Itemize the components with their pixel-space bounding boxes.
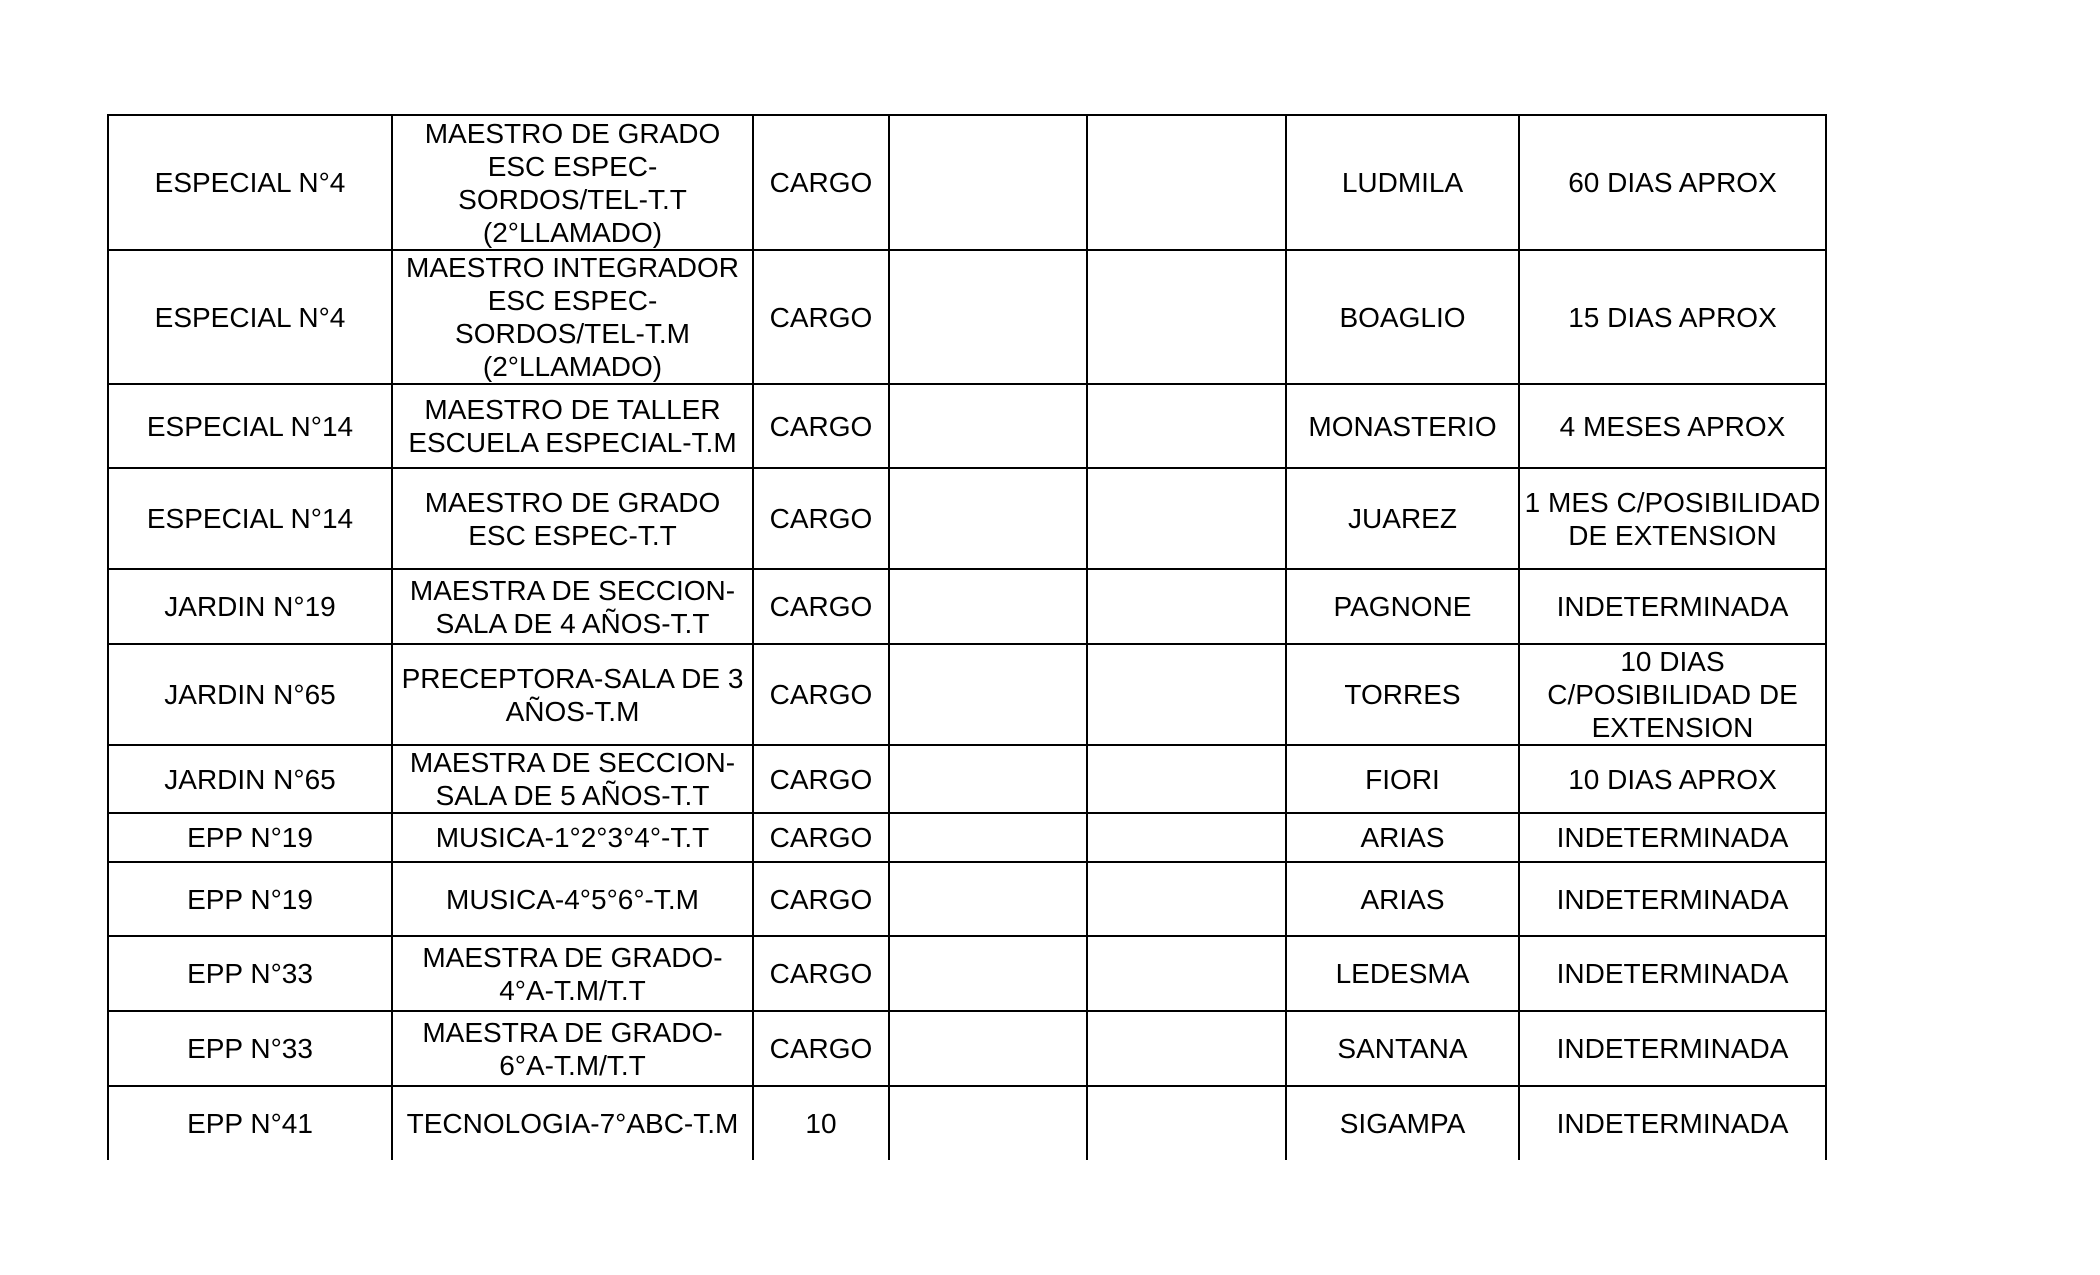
table-row bbox=[108, 813, 1826, 862]
position-cell: MUSICA-1°2°3°4°-T.T bbox=[392, 813, 753, 862]
type-cell: 10 bbox=[753, 1086, 889, 1160]
blank-cell-a bbox=[889, 250, 1087, 384]
table-row bbox=[108, 862, 1826, 936]
blank-cell-b bbox=[1087, 1086, 1286, 1160]
duration-cell: 4 MESES APROX bbox=[1519, 384, 1826, 468]
duration-cell: 10 DIAS C/POSIBILIDAD DE EXTENSION bbox=[1519, 644, 1826, 745]
teacher-cell: JUAREZ bbox=[1286, 468, 1519, 569]
table-row bbox=[108, 936, 1826, 1011]
type-cell: CARGO bbox=[753, 745, 889, 813]
teacher-cell: LEDESMA bbox=[1286, 936, 1519, 1011]
blank-cell-b bbox=[1087, 862, 1286, 936]
type-cell: CARGO bbox=[753, 1011, 889, 1086]
teacher-cell: SANTANA bbox=[1286, 1011, 1519, 1086]
type-cell: CARGO bbox=[753, 813, 889, 862]
type-cell: CARGO bbox=[753, 569, 889, 644]
table-row bbox=[108, 644, 1826, 745]
type-cell: CARGO bbox=[753, 250, 889, 384]
position-cell: MAESTRA DE SECCION-SALA DE 4 AÑOS-T.T bbox=[392, 569, 753, 644]
type-cell: CARGO bbox=[753, 644, 889, 745]
blank-cell-b bbox=[1087, 813, 1286, 862]
teacher-cell: PAGNONE bbox=[1286, 569, 1519, 644]
position-cell: MAESTRO DE TALLER ESCUELA ESPECIAL-T.M bbox=[392, 384, 753, 468]
blank-cell-b bbox=[1087, 644, 1286, 745]
teacher-cell: SIGAMPA bbox=[1286, 1086, 1519, 1160]
duration-cell: 1 MES C/POSIBILIDAD DE EXTENSION bbox=[1519, 468, 1826, 569]
blank-cell-a bbox=[889, 1086, 1087, 1160]
type-cell: CARGO bbox=[753, 862, 889, 936]
blank-cell-a bbox=[889, 862, 1087, 936]
blank-cell-a bbox=[889, 115, 1087, 250]
teacher-cell: BOAGLIO bbox=[1286, 250, 1519, 384]
duration-cell: INDETERMINADA bbox=[1519, 813, 1826, 862]
teacher-cell: MONASTERIO bbox=[1286, 384, 1519, 468]
school-cell: JARDIN N°65 bbox=[108, 745, 392, 813]
duration-cell: INDETERMINADA bbox=[1519, 862, 1826, 936]
blank-cell-b bbox=[1087, 936, 1286, 1011]
table-row bbox=[108, 384, 1826, 468]
blank-cell-a bbox=[889, 936, 1087, 1011]
position-cell: PRECEPTORA-SALA DE 3 AÑOS-T.M bbox=[392, 644, 753, 745]
blank-cell-b bbox=[1087, 468, 1286, 569]
duration-cell: INDETERMINADA bbox=[1519, 1011, 1826, 1086]
teacher-cell: FIORI bbox=[1286, 745, 1519, 813]
school-cell: EPP N°33 bbox=[108, 1011, 392, 1086]
position-cell: MAESTRO INTEGRADOR ESC ESPEC-SORDOS/TEL-T.M (2°LLAMADO) bbox=[392, 250, 753, 384]
school-cell: JARDIN N°65 bbox=[108, 644, 392, 745]
blank-cell-b bbox=[1087, 250, 1286, 384]
blank-cell-b bbox=[1087, 1011, 1286, 1086]
position-cell: MAESTRO DE GRADO ESC ESPEC-SORDOS/TEL-T.T (2°LLAMADO) bbox=[392, 115, 753, 250]
type-cell: CARGO bbox=[753, 468, 889, 569]
teacher-cell: ARIAS bbox=[1286, 813, 1519, 862]
type-cell: CARGO bbox=[753, 384, 889, 468]
blank-cell-b bbox=[1087, 115, 1286, 250]
blank-cell-a bbox=[889, 1011, 1087, 1086]
position-cell: TECNOLOGIA-7°ABC-T.M bbox=[392, 1086, 753, 1160]
blank-cell-a bbox=[889, 813, 1087, 862]
position-cell: MAESTRA DE GRADO-4°A-T.M/T.T bbox=[392, 936, 753, 1011]
blank-cell-a bbox=[889, 569, 1087, 644]
school-cell: EPP N°41 bbox=[108, 1086, 392, 1160]
type-cell: CARGO bbox=[753, 115, 889, 250]
teacher-cell: TORRES bbox=[1286, 644, 1519, 745]
position-cell: MAESTRO DE GRADO ESC ESPEC-T.T bbox=[392, 468, 753, 569]
blank-cell-a bbox=[889, 644, 1087, 745]
duration-cell: INDETERMINADA bbox=[1519, 569, 1826, 644]
school-cell: ESPECIAL N°4 bbox=[108, 250, 392, 384]
school-cell: EPP N°33 bbox=[108, 936, 392, 1011]
school-cell: JARDIN N°19 bbox=[108, 569, 392, 644]
teacher-cell: LUDMILA bbox=[1286, 115, 1519, 250]
blank-cell-b bbox=[1087, 745, 1286, 813]
table-row bbox=[108, 1011, 1826, 1086]
duration-cell: 10 DIAS APROX bbox=[1519, 745, 1826, 813]
duration-cell: INDETERMINADA bbox=[1519, 936, 1826, 1011]
blank-cell-b bbox=[1087, 569, 1286, 644]
school-cell: ESPECIAL N°4 bbox=[108, 115, 392, 250]
teacher-cell: ARIAS bbox=[1286, 862, 1519, 936]
duration-cell: 60 DIAS APROX bbox=[1519, 115, 1826, 250]
table-row bbox=[108, 115, 1826, 250]
blank-cell-a bbox=[889, 468, 1087, 569]
type-cell: CARGO bbox=[753, 936, 889, 1011]
table-row bbox=[108, 468, 1826, 569]
duration-cell: 15 DIAS APROX bbox=[1519, 250, 1826, 384]
blank-cell-a bbox=[889, 745, 1087, 813]
table-row bbox=[108, 745, 1826, 813]
table-row bbox=[108, 569, 1826, 644]
vacancy-table bbox=[107, 114, 1827, 1160]
position-cell: MUSICA-4°5°6°-T.M bbox=[392, 862, 753, 936]
school-cell: EPP N°19 bbox=[108, 862, 392, 936]
blank-cell-b bbox=[1087, 384, 1286, 468]
blank-cell-a bbox=[889, 384, 1087, 468]
table-row bbox=[108, 250, 1826, 384]
duration-cell: INDETERMINADA bbox=[1519, 1086, 1826, 1160]
school-cell: ESPECIAL N°14 bbox=[108, 384, 392, 468]
position-cell: MAESTRA DE SECCION-SALA DE 5 AÑOS-T.T bbox=[392, 745, 753, 813]
position-cell: MAESTRA DE GRADO-6°A-T.M/T.T bbox=[392, 1011, 753, 1086]
school-cell: EPP N°19 bbox=[108, 813, 392, 862]
school-cell: ESPECIAL N°14 bbox=[108, 468, 392, 569]
table-row bbox=[108, 1086, 1826, 1160]
